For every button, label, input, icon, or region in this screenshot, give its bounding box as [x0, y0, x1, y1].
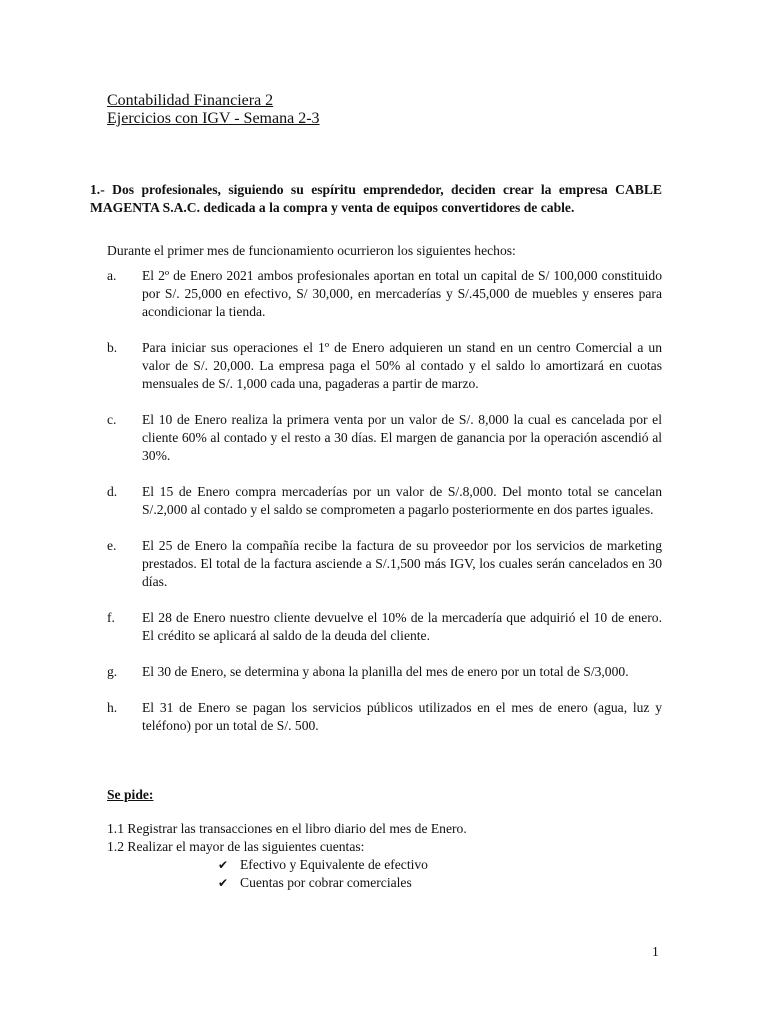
account-label: Efectivo y Equivalente de efectivo — [240, 857, 428, 872]
item-letter: e. — [107, 538, 117, 553]
item-letter: g. — [107, 664, 118, 679]
item-letter: a. — [107, 268, 117, 283]
list-item — [107, 609, 662, 645]
task-2: 1.2 Realizar el mayor de las siguientes cuentas: — [107, 839, 365, 854]
exercise-intro: 1.- Dos profesionales, siguiendo su espíritu emprendedor, deciden crear la empresa CABLE MAGENTA S.A.C. dedicada a la compra y venta de equipos convertidores de cable. — [90, 182, 662, 215]
exercise-lead: Durante el primer mes de funcionamiento ocurrieron los siguientes hechos: — [107, 243, 516, 258]
list-item — [107, 411, 662, 465]
list-item — [107, 537, 662, 591]
account-item — [218, 874, 412, 892]
item-text: Para iniciar sus operaciones el 1º de Enero adquieren un stand en un centro Comercial a un valor de S/. 20,000. La empresa paga el 50% al contado y el saldo lo amortizará en cuotas mensuales de S/. 1,000 cada una, pagaderas a partir de marzo. — [142, 340, 662, 391]
item-letter: b. — [107, 340, 118, 355]
account-label: Cuentas por cobrar comerciales — [240, 875, 412, 890]
list-item — [107, 699, 662, 735]
item-letter: f. — [107, 610, 115, 625]
list-item — [107, 267, 662, 321]
exercise-set-title: Ejercicios con IGV - Semana 2-3 — [107, 110, 320, 127]
item-text: El 2º de Enero 2021 ambos profesionales aportan en total un capital de S/ 100,000 constituido por S/. 25,000 en efectivo, S/ 30,000, en mercaderías y S/.45,000 de muebles y enseres para acondicionar la tienda. — [142, 268, 662, 319]
list-item — [107, 663, 662, 681]
item-letter: c. — [107, 412, 117, 427]
item-text: El 15 de Enero compra mercaderías por un valor de S/.8,000. Del monto total se cancelan S/.2,000 al contado y el saldo se comprometen a pagarlo posteriormente en dos partes iguales. — [142, 484, 662, 517]
transaction-list — [107, 267, 662, 753]
item-text: El 25 de Enero la compañía recibe la factura de su proveedor por los servicios de marketing prestados. El total de la factura asciende a S/.1,500 más IGV, los cuales serán cancelados en 30 días. — [142, 538, 662, 589]
requirements-heading: Se pide: — [107, 787, 154, 802]
item-text: El 30 de Enero, se determina y abona la planilla del mes de enero por un total de S/3,000. — [142, 664, 629, 679]
list-item — [107, 339, 662, 393]
item-text: El 31 de Enero se pagan los servicios públicos utilizados en el mes de enero (agua, luz y teléfono) por un total de S/. 500. — [142, 700, 662, 733]
account-item — [218, 856, 428, 874]
task-1: 1.1 Registrar las transacciones en el libro diario del mes de Enero. — [107, 821, 467, 836]
course-title: Contabilidad Financiera 2 — [107, 92, 274, 109]
check-icon: ✔ — [218, 858, 229, 872]
item-letter: h. — [107, 700, 118, 715]
item-text: El 10 de Enero realiza la primera venta por un valor de S/. 8,000 la cual es cancelada por el cliente 60% al contado y el resto a 30 días. El margen de ganancia por la operación ascendió al 30%. — [142, 412, 662, 463]
check-icon: ✔ — [218, 876, 229, 890]
page-number: 1 — [652, 944, 659, 959]
list-item — [107, 483, 662, 519]
item-letter: d. — [107, 484, 118, 499]
item-text: El 28 de Enero nuestro cliente devuelve el 10% de la mercadería que adquirió el 10 de enero. El crédito se aplicará al saldo de la deuda del cliente. — [142, 610, 662, 643]
